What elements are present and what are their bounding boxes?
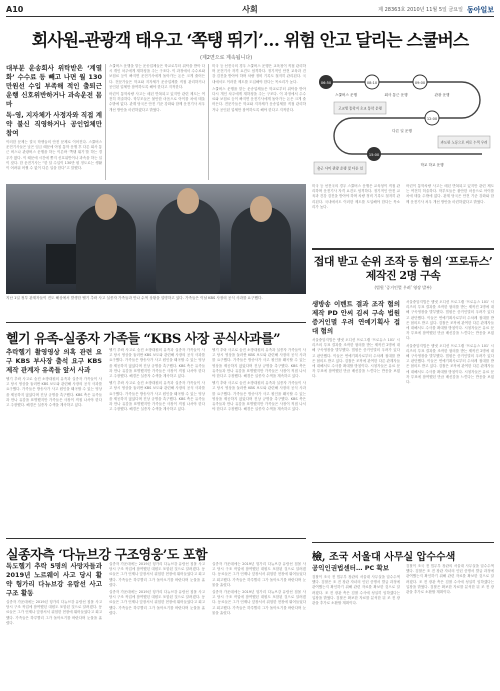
- main-col-3: [212, 64, 306, 182]
- photo-caption: 지난 1일 정부 관계자들이 진도 해상에서 발생한 헬기 추락 사고 실종자 가족들과 만나 수색 상황을 설명하고 있다. 가족들은 이날 KBS 사장의 공식 사과를 요구했다.: [6, 296, 263, 300]
- main-body-1: 이러한 문제는 결국 학생들의 안전 문제로 이어진다. 스쿨버스 운전기사들은 낮은 임금 때문에 아침 통학 운행 후 다른 회사 통근 버스나 관광버스 운행을 하는 이른바 ‘쪽탱 뛰기’를 하는 경우가 많다. 이 때문에 시간에 쫓겨 신호위반이나 과속을 하는 일이 잦다. 한 운전기사는 “한 달 수입이 130만 원 정도로는 생활이 어려워 어쩔 수 없이 다른 일을 한다”고 말했다.: [6, 140, 102, 171]
- page-number: A10: [6, 5, 24, 14]
- school-bus-route-diagram: [312, 62, 494, 180]
- story3-col-3: [212, 562, 306, 687]
- story5-col-2: [406, 564, 494, 687]
- diagram-label: 관광 운행: [434, 93, 450, 97]
- story2-body-4: 헬기 추락 사고로 숨진 소방대원의 유족과 실종자 가족들이 사고 당시 영상을 둘러싼 KBS 보도와 관련해 사장의 공식 사과를 요구했다. 가족들은 방송사가 사고 원인을 왜곡할 수 있는 영상을 제공하지 않았다며 진상 규명을 촉구했다. KBS 측은 유족들과 만나 유감을 표명했지만 가족들은 사장이 직접 나서야 한다고 주장했다. 해경은 실종자 수색을 계속하고 있다.: [212, 348, 306, 379]
- story5-body: 검찰이 조국 전 법무부 장관의 서울대 사무실을 압수수색했다. 검찰은 조 전 장관 자녀의 인턴 증명서 발급 과정에 관여했는지 확인하기 위해 관련 자료를 확보한 것으로 알려졌다. 조 전 장관 측은 검찰 수사에 성실히 임하겠다는 입장을 밝혔다. 검찰은 확보한 자료를 분석한 뒤 조 전 장관을 추가로 소환할 계획이다.: [312, 575, 400, 606]
- story5-col-1: [312, 564, 400, 687]
- story2-lead: 추락헬기 촬영영상 의혹 관련 요구 KBS 부사장 출석 요구 KBS 제작 관계자 유족들 앞서 사과: [6, 348, 102, 374]
- story5-lead: 공익인권법센터… PC 확보: [312, 564, 390, 572]
- route-node: [365, 75, 379, 89]
- main-lead: 대부분 운송회사 위탁받은 ‘계열화’ 수수료 등 빼고 나면 월 130만원선 수입 부족해 적인 출퇴근 운행 신호위반하거나 과속운전 몸마: [6, 64, 102, 108]
- route-node: [413, 75, 427, 89]
- story3-col-1: [6, 562, 102, 687]
- svg-text:12:00: 12:00: [426, 117, 438, 121]
- story3-body-5: 실종자 가운데에는 2019년 헝가리 다뉴브강 유람선 침몰 사고 당시 구조 작업에 참여했던 대원도 포함된 것으로 알려졌다. 동료들은 그가 언제나 앞장서서 위험한 현장에 뛰어들었다고 회고했다. 가족들은 하루빨리 그가 돌아오기를 바란다며 눈물을 흘렸다.: [212, 590, 306, 615]
- main-lead-2: 독-영, 지자체가 사정자와 직접 계약 불신 직영하거나 공인업체만 참여: [6, 111, 102, 137]
- diagram-label: 회사 통근 운행: [384, 93, 408, 97]
- svg-text:06:50: 06:50: [320, 81, 332, 85]
- main-body-2: 스쿨버스 운행을 맡는 운송업체들은 학교로부터 위탁을 받아 다시 개인 차주에게 재하청을 주는 구조다. 이 과정에서 수수료와 보험료 등이 빠지면 운전기사에게 돌아가는 돈은 크게 줄어든다. 전문가들은 학교와 지자체가 운송업체를 직접 관리하거나 공인된 업체만 참여하도록 해야 한다고 지적한다.: [109, 64, 205, 89]
- story2-body: 헬기 추락 사고로 숨진 소방대원의 유족과 실종자 가족들이 사고 당시 영상을 둘러싼 KBS 보도와 관련해 사장의 공식 사과를 요구했다. 가족들은 방송사가 사고 원인을 왜곡할 수 있는 영상을 제공하지 않았다며 진상 규명을 촉구했다. KBS 측은 유족들과 만나 유감을 표명했지만 가족들은 사장이 직접 나서야 한다고 주장했다. 해경은 실종자 수색을 계속하고 있다.: [6, 377, 102, 408]
- story4-body-3: 서울중앙지법은 엠넷 오디션 프로그램 ‘프로듀스 101’ 시리즈의 투표 결과를 조작한 혐의를 받는 제작진 2명에 대해 구속영장을 발부했다. 법원은 증거인멸의 우려가 있다고 판단했다. 이들은 연예기획사로부터 수차례 접대를 받은 혐의도 받고 있다. 검찰은 조작에 관여한 다른 관계자들에 대해서도 수사를 확대할 방침이다. 시청자들은 유료 문자 투표에 참여했던 만큼 배신감을 느낀다는 반응을 보였다.: [406, 343, 494, 385]
- story2-col-1: [6, 348, 102, 534]
- main-body-4: 미국 등 선진국의 경우 스쿨버스 운행은 교육청이 직접 관리하며 운전기사 자격 요건도 엄격하다. 정기적인 안전 교육과 건강 검진을 받아야 하며 차량 정비 기록도 철저히 관리된다. 국내에서도 이러한 제도를 도입해야 한다는 목소리가 높다.: [212, 64, 306, 84]
- route-node: [367, 147, 381, 161]
- story4-col-2: [406, 300, 494, 536]
- story-produce-headline[interactable]: 접대 받고 순위 조작 등 혐의 ‘프로듀스’ 제작진 2명 구속: [313, 255, 493, 282]
- main-col-2: [109, 64, 205, 182]
- story4-body: 서울중앙지법은 엠넷 오디션 프로그램 ‘프로듀스 101’ 시리즈의 투표 결과를 조작한 혐의를 받는 제작진 2명에 대해 구속영장을 발부했다. 법원은 증거인멸의 우려가 있다고 판단했다. 이들은 연예기획사로부터 수차례 접대를 받은 혐의도 받고 있다. 검찰은 조작에 관여한 다른 관계자들에 대해서도 수사를 확대할 방침이다. 시청자들은 유료 문자 투표에 참여했던 만큼 배신감을 느낀다는 반응을 보였다.: [312, 338, 400, 379]
- story4-col-1: [312, 300, 400, 536]
- story2-body-5: 헬기 추락 사고로 숨진 소방대원의 유족과 실종자 가족들이 사고 당시 영상을 둘러싼 KBS 보도와 관련해 사장의 공식 사과를 요구했다. 가족들은 방송사가 사고 원인을 왜곡할 수 있는 영상을 제공하지 않았다며 진상 규명을 촉구했다. KBS 측은 유족들과 만나 유감을 표명했지만 가족들은 사장이 직접 나서야 한다고 주장했다. 해경은 실종자 수색을 계속하고 있다.: [212, 381, 306, 412]
- story2-col-3: [212, 348, 306, 534]
- issue-date: 제 28363호 2010년 11월 5일 금요일: [378, 7, 463, 13]
- main-col-5: [406, 184, 494, 244]
- news-photo: [6, 184, 306, 294]
- main-body-5: 스쿨버스 운행을 맡는 운송업체들은 학교로부터 위탁을 받아 다시 개인 차주에게 재하청을 주는 구조다. 이 과정에서 수수료와 보험료 등이 빠지면 운전기사에게 돌아가는 돈은 크게 줄어든다. 전문가들은 학교와 지자체가 운송업체를 직접 관리하거나 공인된 업체만 참여하도록 해야 한다고 지적한다.: [212, 86, 306, 112]
- story3-body-3: 실종자 가운데에는 2019년 헝가리 다뉴브강 유람선 침몰 사고 당시 구조 작업에 참여했던 대원도 포함된 것으로 알려졌다. 동료들은 그가 언제나 앞장서서 위험한 현장에 뛰어들었다고 회고했다. 가족들은 하루빨리 그가 돌아오기를 바란다며 눈물을 흘렸다.: [109, 590, 205, 615]
- story-produce: [312, 248, 494, 296]
- diagram-label: 다른 일 운행: [392, 129, 412, 133]
- story-produce-sub: (법원 ‘증거인멸 우려’ 영장 발부): [374, 285, 432, 290]
- story2-body-2: 헬기 추락 사고로 숨진 소방대원의 유족과 실종자 가족들이 사고 당시 영상을 둘러싼 KBS 보도와 관련해 사장의 공식 사과를 요구했다. 가족들은 방송사가 사고 원인을 왜곡할 수 있는 영상을 제공하지 않았다며 진상 규명을 촉구했다. KBS 측은 유족들과 만나 유감을 표명했지만 가족들은 사장이 직접 나서야 한다고 주장했다. 해경은 실종자 수색을 계속하고 있다.: [109, 348, 205, 379]
- column-divider: [208, 64, 209, 180]
- diagram-label: 학교 하교 운행: [420, 163, 444, 167]
- story-helicopter-headline[interactable]: 헬기 유족-실종자 가족들 “KBS 사장 공식사과를”: [6, 332, 281, 347]
- story3-body-4: 실종자 가운데에는 2019년 헝가리 다뉴브강 유람선 침몰 사고 당시 구조 작업에 참여했던 대원도 포함된 것으로 알려졌다. 동료들은 그가 언제나 앞장서서 위험한 현장에 뛰어들었다고 회고했다. 가족들은 하루빨리 그가 돌아오기를 바란다며 눈물을 흘렸다.: [212, 562, 306, 587]
- diagram-label: 스쿨버스 운행: [335, 93, 357, 97]
- main-col-1: [6, 64, 102, 182]
- story-rescuer-headline[interactable]: 실종자측 ‘다뉴브강 구조영웅’도 포함: [6, 548, 207, 563]
- main-headline[interactable]: 회사원-관광객 태우고 ‘쪽탱 뛰기’… 위험 안고 달리는 스쿨버스: [31, 30, 469, 51]
- diagram-box: 출근 사이 관광 운행 및 다른 일: [317, 166, 363, 171]
- story2-body-3: 헬기 추락 사고로 숨진 소방대원의 유족과 실종자 가족들이 사고 당시 영상을 둘러싼 KBS 보도와 관련해 사장의 공식 사과를 요구했다. 가족들은 방송사가 사고 원인을 왜곡할 수 있는 영상을 제공하지 않았다며 진상 규명을 촉구했다. KBS 측은 유족들과 만나 유감을 표명했지만 가족들은 사장이 직접 나서야 한다고 주장했다. 해경은 실종자 수색을 계속하고 있다.: [109, 381, 205, 412]
- main-body-6: 미국 등 선진국의 경우 스쿨버스 운행은 교육청이 직접 관리하며 운전기사 자격 요건도 엄격하다. 정기적인 안전 교육과 건강 검진을 받아야 하며 차량 정비 기록도 철저히 관리된다. 국내에서도 이러한 제도를 도입해야 한다는 목소리가 높다.: [312, 184, 400, 209]
- section-name: 사회: [242, 5, 258, 14]
- story3-col-2: [109, 562, 205, 687]
- story3-body: 실종자 가운데에는 2019년 헝가리 다뉴브강 유람선 침몰 사고 당시 구조 작업에 참여했던 대원도 포함된 것으로 알려졌다. 동료들은 그가 언제나 앞장서서 위험한 현장에 뛰어들었다고 회고했다. 가족들은 하루빨리 그가 돌아오기를 바란다며 눈물을 흘렸다.: [6, 600, 102, 625]
- main-headline-wrap: [6, 24, 494, 52]
- route-node: [425, 111, 439, 125]
- diagram-box: 과도한 노동으로 피로 누적 우려: [440, 140, 488, 145]
- story-rescuer: [6, 538, 306, 563]
- story-helicopter: [6, 322, 306, 347]
- story2-col-2: [109, 348, 205, 534]
- story-prosecutors-headline[interactable]: 檢, 조국 서울대 사무실 압수수색: [312, 552, 456, 563]
- route-node: [319, 75, 333, 89]
- diagram-box: 고교생 통학지 초교 통학 운행: [338, 106, 382, 111]
- story4-lead: 생방송 이벤트 결과 조작 혐의 제작 PD 안씨 김씨 구속 법원 증거인멸 우려 연예기획사 접대 혐의: [312, 300, 400, 335]
- column-divider: [105, 64, 106, 180]
- svg-text:09:00: 09:00: [414, 81, 426, 85]
- story5-body-2: 검찰이 조국 전 법무부 장관의 서울대 사무실을 압수수색했다. 검찰은 조 전 장관 자녀의 인턴 증명서 발급 과정에 관여했는지 확인하기 위해 관련 자료를 확보한 것으로 알려졌다. 조 전 장관 측은 검찰 수사에 성실히 임하겠다는 입장을 밝혔다. 검찰은 확보한 자료를 분석한 뒤 조 전 장관을 추가로 소환할 계획이다.: [406, 564, 494, 595]
- story3-body-2: 실종자 가운데에는 2019년 헝가리 다뉴브강 유람선 침몰 사고 당시 구조 작업에 참여했던 대원도 포함된 것으로 알려졌다. 동료들은 그가 언제나 앞장서서 위험한 현장에 뛰어들었다고 회고했다. 가족들은 하루빨리 그가 돌아오기를 바란다며 눈물을 흘렸다.: [109, 562, 205, 587]
- main-byline: (제2면으로 계속됩니다): [200, 55, 253, 61]
- story3-lead: 독도헬기 추락 5명의 사망자들과 2019년 노르웨이 사고 당시 활약 헝가리 다뉴브강 유람선 사고 구조 활동: [6, 562, 102, 597]
- main-body-3: 어린이 통학차량 사고는 매년 반복되고 있지만 관련 제도는 여전히 허술하다. 학부모들은 불안한 마음으로 아이를 차에 태울 수밖에 없다. 관계 당국은 안전 기준 강화와 함께 운전기사 처우 개선 방안을 마련하겠다고 밝혔다.: [109, 92, 205, 112]
- page-header: [6, 3, 494, 17]
- svg-text:08:10: 08:10: [366, 81, 378, 85]
- story4-body-2: 서울중앙지법은 엠넷 오디션 프로그램 ‘프로듀스 101’ 시리즈의 투표 결과를 조작한 혐의를 받는 제작진 2명에 대해 구속영장을 발부했다. 법원은 증거인멸의 우려가 있다고 판단했다. 이들은 연예기획사로부터 수차례 접대를 받은 혐의도 받고 있다. 검찰은 조작에 관여한 다른 관계자들에 대해서도 수사를 확대할 방침이다. 시청자들은 유료 문자 투표에 참여했던 만큼 배신감을 느낀다는 반응을 보였다.: [406, 300, 494, 341]
- story-prosecutors: [312, 542, 494, 563]
- newspaper-logo: 동아일보: [466, 5, 494, 14]
- main-body-7: 어린이 통학차량 사고는 매년 반복되고 있지만 관련 제도는 여전히 허술하다. 학부모들은 불안한 마음으로 아이를 차에 태울 수밖에 없다. 관계 당국은 안전 기준 강화와 함께 운전기사 처우 개선 방안을 마련하겠다고 밝혔다.: [406, 184, 494, 204]
- svg-text:15:00: 15:00: [368, 153, 380, 157]
- main-col-4: [312, 184, 400, 244]
